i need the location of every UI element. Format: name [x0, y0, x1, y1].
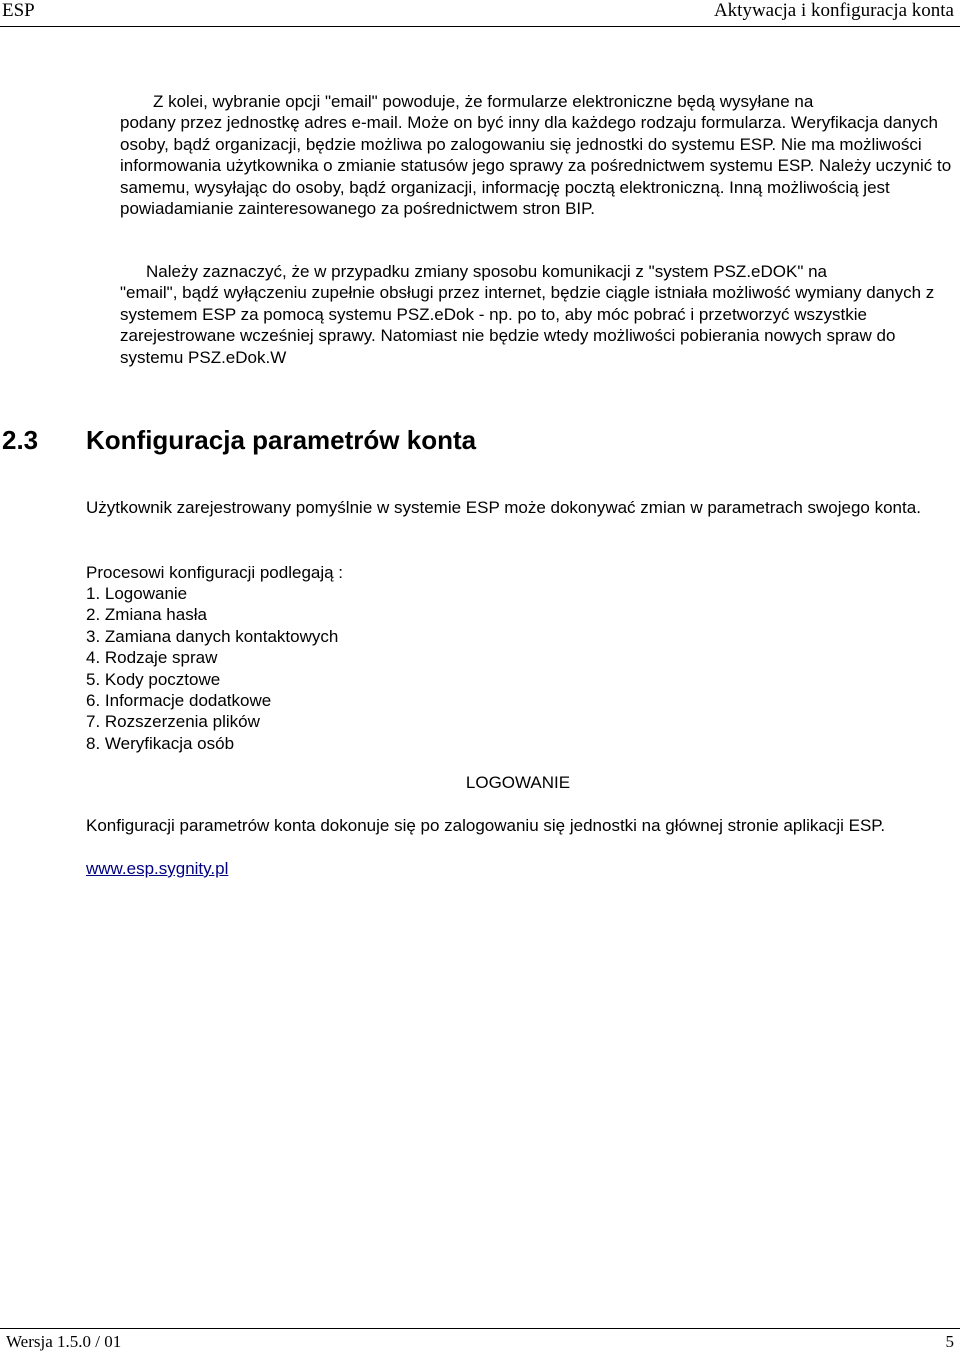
paragraph-email-option-first-line: Z kolei, wybranie opcji "email" powoduje, że formularze elektroniczne będą wysyłane na — [153, 92, 814, 111]
header-chapter-title: Aktywacja i konfiguracja konta — [713, 0, 954, 21]
section-heading — [2, 424, 476, 456]
page-header — [0, 0, 960, 27]
config-process-list — [86, 583, 338, 754]
list-item: 2. Zmiana hasła — [86, 605, 207, 625]
header-doc-name: ESP — [2, 0, 35, 21]
footer-page-number: 5 — [945, 1332, 954, 1351]
page-footer — [0, 1328, 960, 1355]
section-number: 2.3 — [2, 425, 39, 455]
list-item: 7. Rozszerzenia plików — [86, 712, 260, 732]
esp-website-link[interactable]: www.esp.sygnity.pl — [86, 859, 229, 878]
list-item: 6. Informacje dodatkowe — [86, 691, 272, 711]
subheading-logowanie: LOGOWANIE — [465, 773, 571, 792]
footer-version: Wersja 1.5.0 / 01 — [6, 1332, 122, 1351]
paragraph-communication-change — [120, 261, 956, 368]
paragraph-email-option — [120, 91, 956, 219]
paragraph-communication-change-first-line: Należy zaznaczyć, że w przypadku zmiany sposobu komunikacji z "system PSZ.eDOK" na — [146, 262, 827, 281]
paragraph-email-option-body: podany przez jednostkę adres e-mail. Może on być inny dla każdego rodzaju formularza. Weryfikacja danych osoby, bądź organizacji, będzie możliwa po zalogowaniu się jednostki do systemu ESP. Nie ma możliwości informowania użytkownika o zmianie statusów jego sprawy za pośrednictwem systemu ESP. Należy uczynić to samemu, wysyłając do osoby, bądź organizacji, informację pocztą elektroniczną. Inną możliwością jest powiadamianie zainteresowanego za pośrednictwem stron BIP. — [120, 113, 952, 219]
section-title: Konfiguracja parametrów konta — [86, 425, 477, 455]
list-item: 5. Kody pocztowe — [86, 669, 221, 689]
paragraph-login-instructions: Konfiguracji parametrów konta dokonuje się po zalogowaniu się jednostki na głównej stronie aplikacji ESP. — [86, 816, 886, 835]
paragraph-config-processes: Procesowi konfiguracji podlegają : — [86, 563, 344, 582]
list-item: 4. Rodzaje spraw — [86, 648, 218, 668]
paragraph-account-config-intro: Użytkownik zarejestrowany pomyślnie w systemie ESP może dokonywać zmian w parametrach swojego konta. — [86, 498, 921, 517]
list-item: 8. Weryfikacja osób — [86, 733, 235, 753]
paragraph-communication-change-body: "email", bądź wyłączeniu zupełnie obsługi przez internet, będzie ciągle istniała możliwość wymiany danych z systemem ESP za pomocą systemu PSZ.eDok - np. po to, aby móc pobrać i przetworzyć wszystkie zarejestrowane wcześniej sprawy. Natomiast nie będzie wtedy możliwości pobierania nowych spraw do systemu PSZ.eDok.W — [120, 283, 935, 367]
list-item: 3. Zamiana danych kontaktowych — [86, 626, 339, 646]
list-item: 1. Logowanie — [86, 584, 188, 603]
